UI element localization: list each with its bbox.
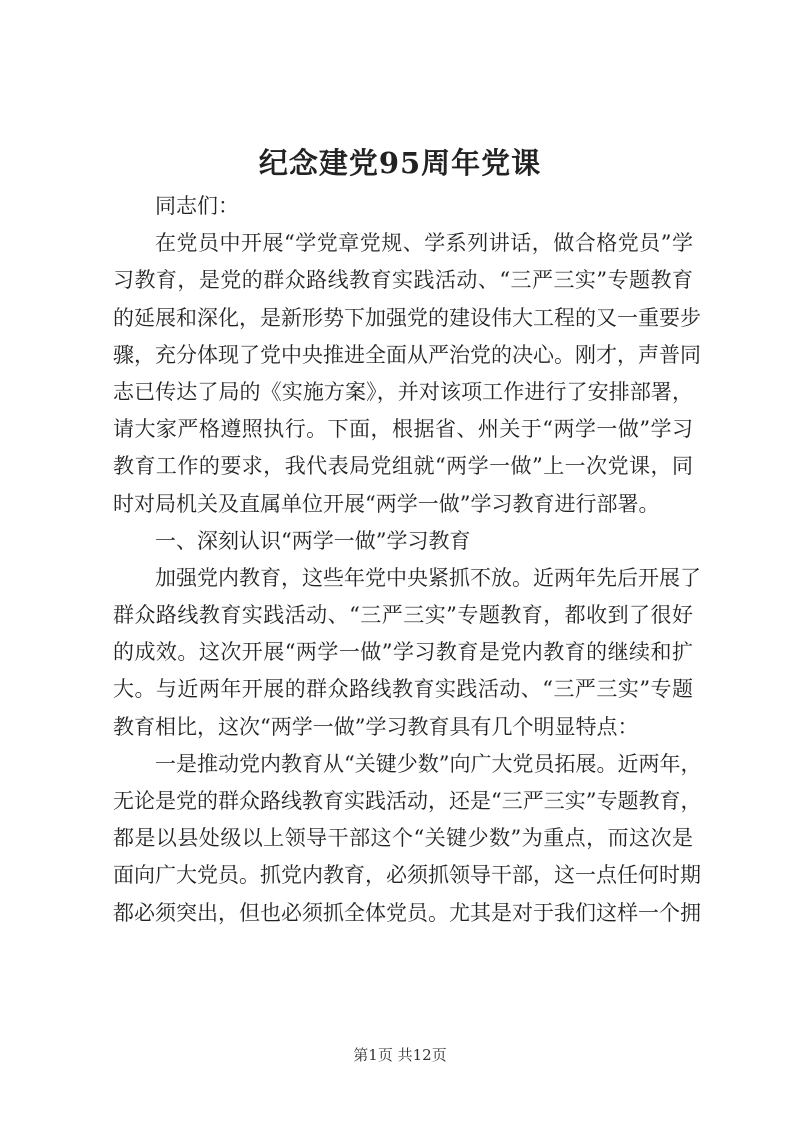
page-footer: 第1页 共12页 <box>353 1046 447 1064</box>
body-line: 教育工作的要求，我代表局党组就“两学一做”上一次党课，同 <box>113 454 693 479</box>
body-line: 无论是党的群众路线教育实践活动，还是“三严三实”专题教育， <box>113 789 702 813</box>
body-line: 志已传达了局的《实施方案》，并对该项工作进行了安排部署， <box>113 379 693 404</box>
salutation-line: 同志们： <box>155 194 239 218</box>
body-line: 加强党内教育，这些年党中央紧抓不放。近两年先后开展了 <box>155 565 701 590</box>
section-heading: 一、深刻认识“两学一做”学习教育 <box>155 528 471 553</box>
body-line: 都必须突出，但也必须抓全体党员。尤其是对于我们这样一个拥 <box>113 900 701 925</box>
body-line: 请大家严格遵照执行。下面，根据省、州关于“两学一做”学习 <box>113 417 693 442</box>
body-line: 的成效。这次开展“两学一做”学习教育是党内教育的继续和扩 <box>113 640 693 665</box>
body-line: 都是以县处级以上领导干部这个“关键少数”为重点，而这次是 <box>113 826 693 851</box>
document-title: 纪念建党95周年党课 <box>258 146 542 180</box>
body-line: 教育相比，这次“两学一做”学习教育具有几个明显特点： <box>113 714 639 739</box>
body-line: 面向广大党员。抓党内教育，必须抓领导干部，这一点任何时期 <box>113 863 701 888</box>
body-line: 大。与近两年开展的群众路线教育实践活动、“三严三实”专题 <box>113 677 693 702</box>
body-line: 一是推动党内教育从“关键少数”向广大党员拓展。近两年， <box>155 751 702 776</box>
document-body <box>113 188 702 932</box>
body-line: 群众路线教育实践活动、“三严三实”专题教育，都收到了很好 <box>113 603 693 628</box>
body-line: 骤，充分体现了党中央推进全面从严治党的决心。刚才，声普同 <box>113 342 701 367</box>
body-line: 时对局机关及直属单位开展“两学一做”学习教育进行部署。 <box>113 491 660 516</box>
body-line: 的延展和深化，是新形势下加强党的建设伟大工程的又一重要步 <box>113 305 701 330</box>
body-line: 习教育，是党的群众路线教育实践活动、“三严三实”专题教育 <box>113 268 693 293</box>
body-line: 在党员中开展“学党章党规、学系列讲话，做合格党员”学 <box>155 231 693 256</box>
